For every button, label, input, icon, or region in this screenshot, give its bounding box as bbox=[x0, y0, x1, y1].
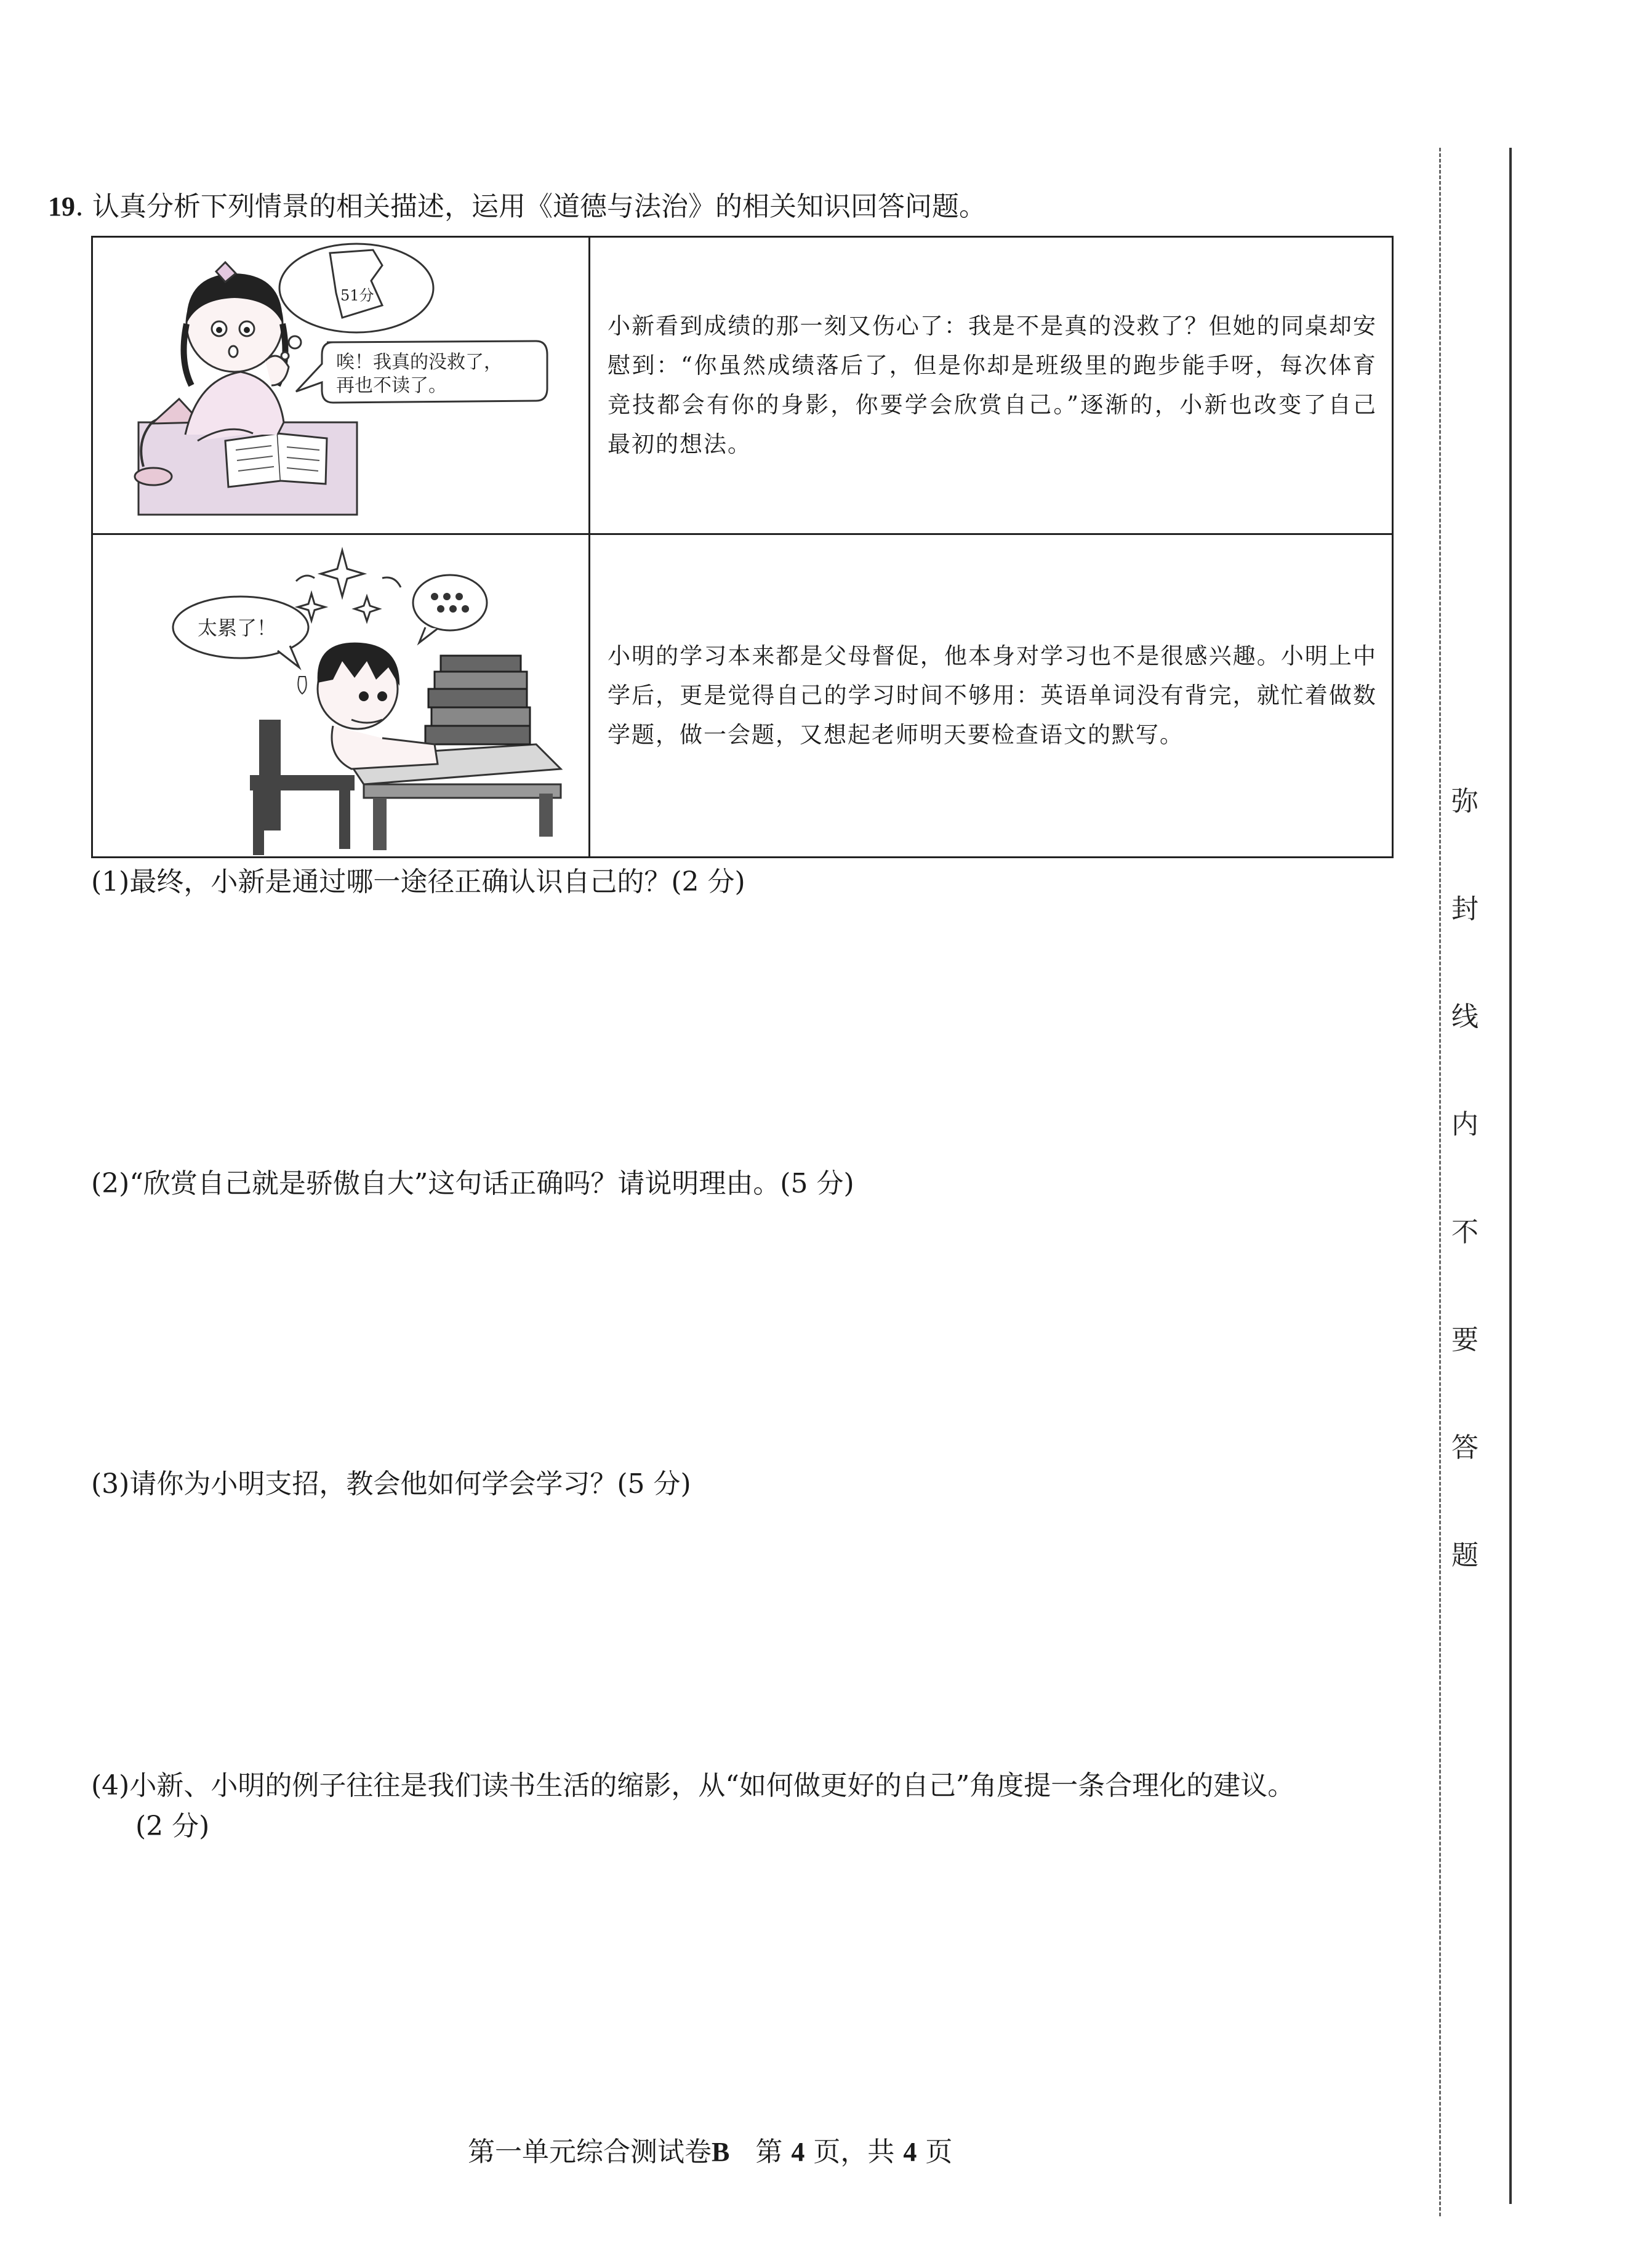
scenario-table bbox=[91, 236, 1394, 858]
question-number: 19 bbox=[48, 191, 75, 222]
scenario-row-1 bbox=[92, 237, 1393, 534]
footer-title: 第一单元综合测试卷 bbox=[468, 2136, 712, 2168]
scenario-2-text: 小明的学习本来都是父母督促，他本身对学习也不是很感兴趣。小明上中学后，更是觉得自己的学习时间不够用：英语单词没有背完，就忙着做数学题，做一会题，又想起老师明天要检查语文的默写。 bbox=[608, 643, 1377, 748]
scenario-row-2 bbox=[92, 534, 1393, 858]
seal-char: 答 bbox=[1451, 1432, 1479, 1463]
seal-char: 内 bbox=[1451, 1109, 1479, 1140]
sub-question-3: (3)请你为小明支招，教会他如何学会学习？(5 分) bbox=[91, 1468, 691, 1500]
footer-page-label-2: 页，共 bbox=[813, 2136, 895, 2168]
footer-version: B bbox=[712, 2137, 730, 2167]
seal-char: 封 bbox=[1451, 893, 1479, 925]
question-title bbox=[48, 188, 1371, 225]
sub-question-4-text: (4)小新、小明的例子往往是我们读书生活的缩影，从“如何做更好的自己”角度提一条合理化的建议。 bbox=[91, 1770, 1295, 1801]
girl-speech-line-2: 再也不读了。 bbox=[336, 375, 447, 396]
sub-question-1: (1)最终，小新是通过哪一途径正确认识自己的？(2 分) bbox=[91, 866, 745, 898]
seal-char: 线 bbox=[1451, 1001, 1479, 1032]
boy-speech: 太累了！ bbox=[198, 616, 277, 640]
footer-page-total: 4 bbox=[903, 2137, 917, 2167]
seal-dashed-line bbox=[1439, 148, 1441, 2216]
seal-char: 弥 bbox=[1451, 786, 1479, 817]
girl-cartoon-icon bbox=[93, 238, 588, 535]
scenario-1-text-cell bbox=[590, 237, 1393, 534]
margin-solid-line bbox=[1509, 148, 1512, 2204]
footer-page-label: 第 bbox=[755, 2136, 783, 2168]
seal-char: 题 bbox=[1451, 1540, 1479, 1571]
scenario-2-illustration bbox=[92, 534, 590, 858]
scenario-2-text-cell bbox=[590, 534, 1393, 858]
footer-page-number: 4 bbox=[791, 2137, 805, 2167]
score-text: 51分 bbox=[340, 287, 374, 304]
sub-question-4-points: (2 分) bbox=[135, 1811, 210, 1842]
scenario-1-text: 小新看到成绩的那一刻又伤心了：我是不是真的没救了？但她的同桌却安慰到：“你虽然成绩落后了，但是你却是班级里的跑步能手呀，每次体育竞技都会有你的身影，你要学会欣赏自己。”逐渐的，小新也改变了自己最初的想法。 bbox=[608, 313, 1377, 457]
page-footer bbox=[468, 2134, 1022, 2171]
sub-question-4 bbox=[91, 1766, 1408, 1847]
girl-speech-line-1: 唉！我真的没救了， bbox=[336, 352, 502, 373]
footer-page-label-3: 页 bbox=[925, 2136, 953, 2168]
boy-cartoon-icon bbox=[93, 535, 588, 858]
seal-char: 要 bbox=[1451, 1324, 1479, 1356]
scenario-1-illustration bbox=[92, 237, 590, 534]
sub-question-2: (2)“欣赏自己就是骄傲自大”这句话正确吗？请说明理由。(5 分) bbox=[91, 1168, 854, 1199]
seal-char: 不 bbox=[1451, 1216, 1479, 1248]
question-text: . 认真分析下列情景的相关描述，运用《道德与法治》的相关知识回答问题。 bbox=[75, 191, 986, 222]
